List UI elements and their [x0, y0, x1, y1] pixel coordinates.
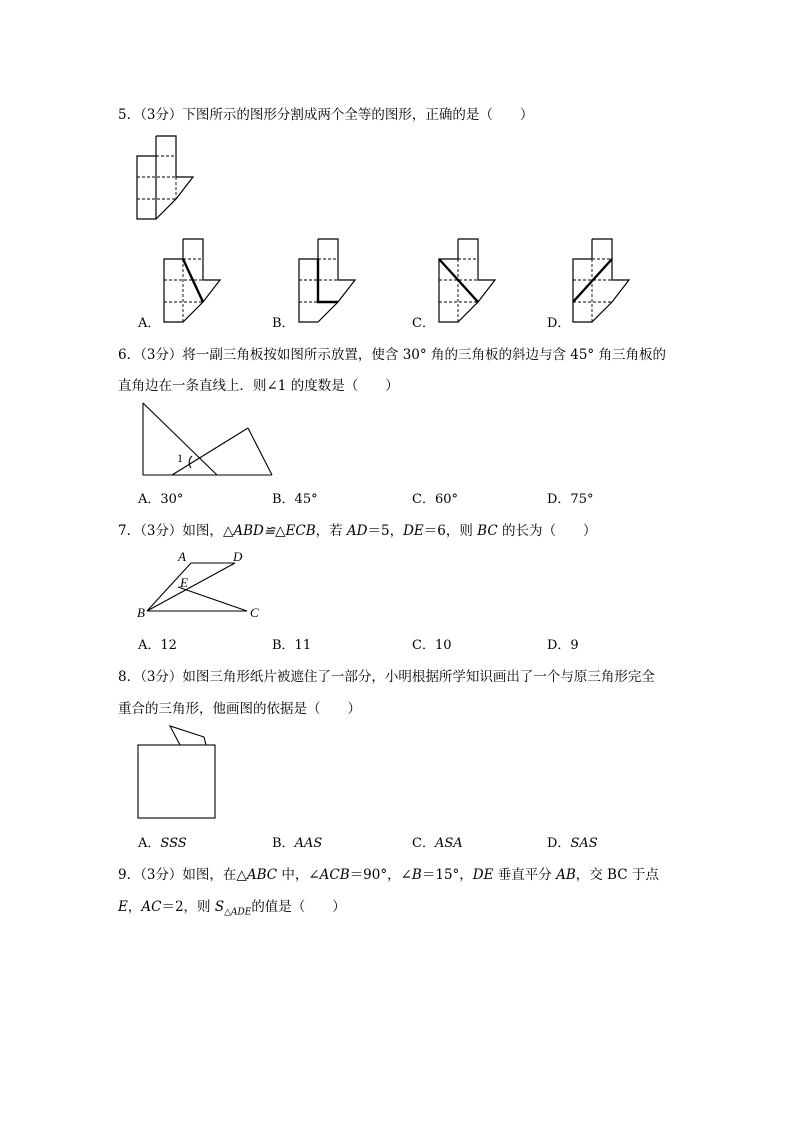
- q8-option-b-prefix: B．: [272, 836, 295, 851]
- q6-stem-line2: 直角边在一条直线上．则∠1 的度数是（ ）: [118, 378, 399, 394]
- q8-option-b-value: AAS: [294, 836, 323, 851]
- q9-angle-acb: ∠ACB: [308, 867, 350, 883]
- q6-stem-line1: 6．（3分）将一副三角板按如图所示放置，使含 30° 角的三角板的斜边与含 45° 角三角板的: [118, 347, 666, 363]
- q9-area-s: S: [214, 899, 225, 915]
- q7-option-d[interactable]: D．9: [547, 638, 579, 653]
- q5-option-b-figure: [297, 238, 359, 323]
- q7-stem-suffix: 的长为（ ）: [497, 523, 597, 539]
- q9-part: ，: [127, 899, 142, 915]
- q8-stem-line1: 8．（3分）如图三角形纸片被遮住了一部分，小明根据所学知识画出了一个与原三角形完全: [118, 669, 655, 685]
- q9-part: ＝90°，: [349, 867, 401, 883]
- q5-option-a[interactable]: A．: [138, 316, 161, 331]
- q9-part: 垂直平分: [493, 867, 557, 883]
- q5-option-c-figure: [437, 238, 499, 323]
- q5-option-d[interactable]: D．: [547, 316, 571, 331]
- q8-option-a-prefix: A．: [138, 836, 161, 851]
- q9-angle-b: ∠B: [400, 867, 422, 883]
- q8-option-c[interactable]: [412, 832, 463, 851]
- q5-option-c[interactable]: C．: [412, 316, 435, 331]
- q6-figure: [140, 400, 275, 478]
- q7-label-b: B: [137, 605, 145, 620]
- q9-point-e: E: [118, 899, 128, 915]
- q9-part: 9．（3分）如图，在: [118, 867, 237, 883]
- q5-option-d-figure: [571, 238, 633, 323]
- q7-stem-mid: ，若: [315, 523, 347, 539]
- q8-option-d[interactable]: [547, 832, 598, 851]
- q8-option-d-prefix: D．: [547, 836, 571, 851]
- q7-stem-bc: BC: [477, 523, 498, 539]
- q8-figure: [136, 722, 218, 822]
- q6-option-c[interactable]: C．60°: [412, 492, 458, 507]
- q8-option-c-prefix: C．: [412, 836, 435, 851]
- q9-ac: AC: [141, 899, 162, 915]
- q8-option-c-value: ASA: [434, 836, 463, 851]
- q8-stem-line2: 重合的三角形，他画图的依据是（ ）: [118, 701, 361, 717]
- q8-option-a-value: SSS: [160, 836, 187, 851]
- q6-option-d[interactable]: D．75°: [547, 492, 594, 507]
- q9-part: ，交 BC 于点: [575, 867, 659, 883]
- q5-stem: 5．（3分）下图所示的图形分割成两个全等的图形，正确的是（ ）: [118, 107, 534, 123]
- q9-stem-line2: [118, 895, 346, 918]
- q5-option-a-figure: [162, 238, 224, 323]
- q8-option-a[interactable]: [138, 832, 187, 851]
- q9-ab: AB: [556, 867, 576, 883]
- q7-option-c[interactable]: C．10: [412, 638, 452, 653]
- q7-stem-congruence: △ABD≌△ECB: [222, 523, 316, 539]
- q7-option-b[interactable]: B．11: [272, 638, 312, 653]
- q9-part: 中，: [277, 867, 309, 883]
- q9-part: ＝2，则: [161, 899, 215, 915]
- q7-stem-ad-val: ＝5，: [367, 523, 404, 539]
- q8-option-b[interactable]: [272, 832, 322, 851]
- q7-stem-de-val: ＝6，则: [423, 523, 478, 539]
- q5-option-b[interactable]: B．: [272, 316, 295, 331]
- q9-de: DE: [472, 867, 494, 883]
- q7-label-c: C: [250, 605, 259, 620]
- q6-option-b[interactable]: B．45°: [272, 492, 318, 507]
- q9-triangle: △ABC: [236, 867, 278, 883]
- q7-label-e: E: [180, 575, 188, 590]
- q8-option-d-value: SAS: [570, 836, 598, 851]
- q7-option-a[interactable]: A．12: [138, 638, 177, 653]
- q6-option-a[interactable]: A．30°: [138, 492, 184, 507]
- q9-part: 的值是（ ）: [251, 899, 346, 915]
- q7-stem-de: DE: [403, 523, 424, 539]
- q5-figure: [135, 135, 197, 220]
- q9-part: ＝15°，: [421, 867, 473, 883]
- q7-label-d: D: [233, 549, 243, 564]
- q7-stem: [118, 519, 596, 539]
- q9-stem-line1: [118, 863, 659, 883]
- q9-area-subscript: △ADE: [224, 907, 252, 918]
- q7-stem-prefix: 7．（3分）如图，: [118, 523, 223, 539]
- q7-stem-ad: AD: [346, 523, 368, 539]
- q7-figure: [135, 547, 270, 622]
- q6-angle-label: 1: [177, 451, 183, 465]
- q7-label-a: A: [178, 549, 186, 564]
